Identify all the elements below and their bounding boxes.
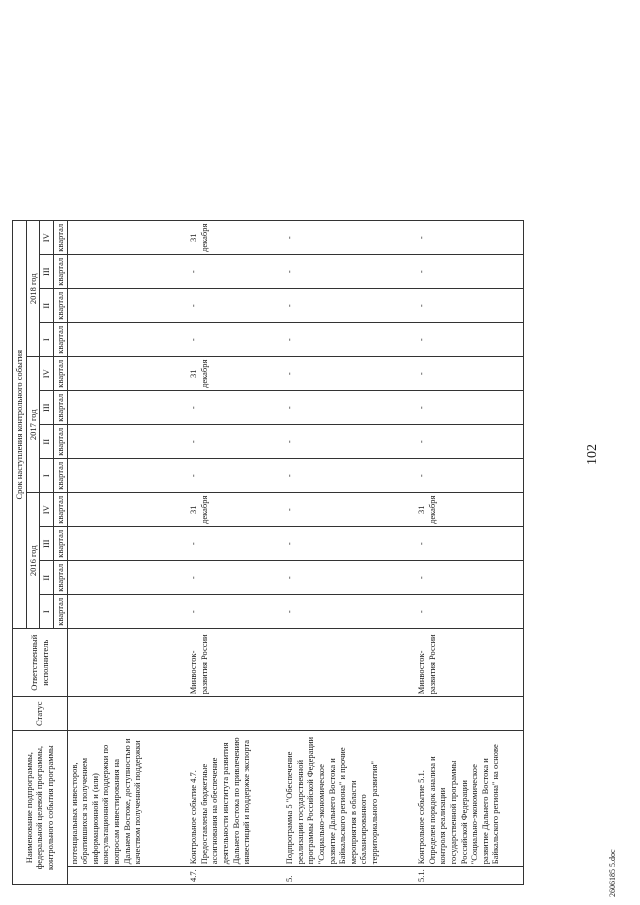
row-executor [67, 629, 187, 697]
row-quarter-value: - [283, 459, 415, 493]
row-quarter-value [67, 323, 187, 357]
header-name: Наименование подпрограммы, федеральной целевой программы, контрольного события программы [13, 731, 68, 885]
row-quarter-value: - [187, 459, 283, 493]
row-quarter-value: - [415, 425, 523, 459]
row-quarter-value [67, 255, 187, 289]
row-number: 5.1. [415, 867, 523, 885]
header-quarter-number: I [40, 323, 54, 357]
header-quarter-number: I [40, 459, 54, 493]
table-body [67, 221, 523, 885]
row-quarter-value [67, 527, 187, 561]
row-quarter-value: - [283, 357, 415, 391]
row-quarter-value: - [415, 595, 523, 629]
row-quarter-value: - [187, 527, 283, 561]
row-quarter-value: - [283, 255, 415, 289]
row-quarter-value: - [187, 595, 283, 629]
table-row [415, 221, 523, 885]
header-quarter-number: II [40, 561, 54, 595]
row-quarter-value: - [187, 391, 283, 425]
header-quarter-word: квартал [53, 459, 67, 493]
table-row [283, 221, 415, 885]
row-quarter-value: - [415, 561, 523, 595]
header-quarter-word: квартал [53, 289, 67, 323]
row-status [415, 697, 523, 731]
row-quarter-value: - [415, 221, 523, 255]
header-quarter-number: IV [40, 357, 54, 391]
row-quarter-value: 31 декабря [187, 493, 283, 527]
header-quarter-number: II [40, 425, 54, 459]
row-quarter-value [67, 493, 187, 527]
row-quarter-value [67, 357, 187, 391]
row-quarter-value: - [283, 561, 415, 595]
table-row [67, 221, 187, 885]
header-quarter-number: III [40, 255, 54, 289]
header-quarter-word: квартал [53, 391, 67, 425]
row-quarter-value: 31 декабря [187, 221, 283, 255]
header-quarter-word: квартал [53, 527, 67, 561]
header-quarter-word: квартал [53, 323, 67, 357]
row-name: потенциальных инвесторов, обратившихся за получением информационной и (или) консультационной поддержки по вопросам инвестирования на Дальнем Востоке, доступностью и качеством полученной поддержки [67, 731, 187, 867]
row-quarter-value [67, 391, 187, 425]
row-quarter-value: - [283, 289, 415, 323]
header-quarter-word: квартал [53, 561, 67, 595]
row-quarter-value: - [283, 595, 415, 629]
row-quarter-value [67, 459, 187, 493]
row-quarter-value: - [415, 391, 523, 425]
header-quarter-number: I [40, 595, 54, 629]
row-quarter-value: - [415, 357, 523, 391]
row-quarter-value: - [283, 493, 415, 527]
header-quarter-word: квартал [53, 425, 67, 459]
row-quarter-value: 31 декабря [415, 493, 523, 527]
row-quarter-value: - [187, 255, 283, 289]
row-executor [283, 629, 415, 697]
row-quarter-value: - [283, 221, 415, 255]
header-year-2017: 2017 год [26, 357, 40, 493]
row-quarter-value: - [283, 323, 415, 357]
row-name: Контрольное событие 5.1. Определен порядок анализа и контроля реализации государственной программы Российской Федерации "Социально-экономическое развитие Дальнего Востока и Байкальского региона" на основе [415, 731, 523, 867]
header-year-2018: 2018 год [26, 221, 40, 357]
row-status [187, 697, 283, 731]
header-quarter-number: IV [40, 221, 54, 255]
header-quarter-number: II [40, 289, 54, 323]
header-quarter-word: квартал [53, 357, 67, 391]
row-status [283, 697, 415, 731]
header-quarter-word: квартал [53, 595, 67, 629]
row-quarter-value: - [187, 425, 283, 459]
row-status [67, 697, 187, 731]
header-quarter-word: квартал [53, 493, 67, 527]
row-quarter-value [67, 289, 187, 323]
row-quarter-value: - [415, 459, 523, 493]
row-quarter-value [67, 221, 187, 255]
row-quarter-value: - [415, 527, 523, 561]
row-quarter-value [67, 425, 187, 459]
row-quarter-value: - [187, 561, 283, 595]
row-quarter-value: - [187, 323, 283, 357]
row-quarter-value: - [415, 289, 523, 323]
row-quarter-value: - [187, 289, 283, 323]
control-events-table [12, 220, 524, 885]
row-quarter-value [67, 561, 187, 595]
row-name: Контрольное событие 4.7. Предоставлены бюджетные ассигнования на обеспечение деятельности института развития Дальнего Востока по привлечению инвестиций и поддержке экспорта [187, 731, 283, 867]
row-quarter-value: - [415, 255, 523, 289]
header-quarter-word: квартал [53, 255, 67, 289]
row-executor: Минвосток-развития России [415, 629, 523, 697]
row-number: 5. [283, 867, 415, 885]
row-executor: Минвосток-развития России [187, 629, 283, 697]
row-number [67, 867, 187, 885]
header-quarter-word: квартал [53, 221, 67, 255]
footer-filename: 2606185 5.doc [608, 849, 617, 897]
row-quarter-value: - [415, 323, 523, 357]
header-year-2016: 2016 год [26, 493, 40, 629]
header-quarter-number: IV [40, 493, 54, 527]
row-quarter-value: - [283, 425, 415, 459]
row-quarter-value: 31 декабря [187, 357, 283, 391]
row-quarter-value: - [283, 527, 415, 561]
header-deadline: Срок наступления контрольного события [13, 221, 27, 629]
header-executor: Ответственный исполнитель [13, 629, 68, 697]
row-quarter-value: - [283, 391, 415, 425]
header-status: Статус [13, 697, 68, 731]
row-quarter-value [67, 595, 187, 629]
page-number: 102 [585, 444, 600, 465]
table-row [187, 221, 283, 885]
header-quarter-number: III [40, 391, 54, 425]
row-number: 4.7. [187, 867, 283, 885]
row-name: Подпрограмма 5 "Обеспечение реализации государственной программы Российской Федерации "Социально-экономическое развитие Дальнего Востока и Байкальского региона" и прочие мероприятия в области сбалансированного территориального развития" [283, 731, 415, 867]
header-quarter-number: III [40, 527, 54, 561]
